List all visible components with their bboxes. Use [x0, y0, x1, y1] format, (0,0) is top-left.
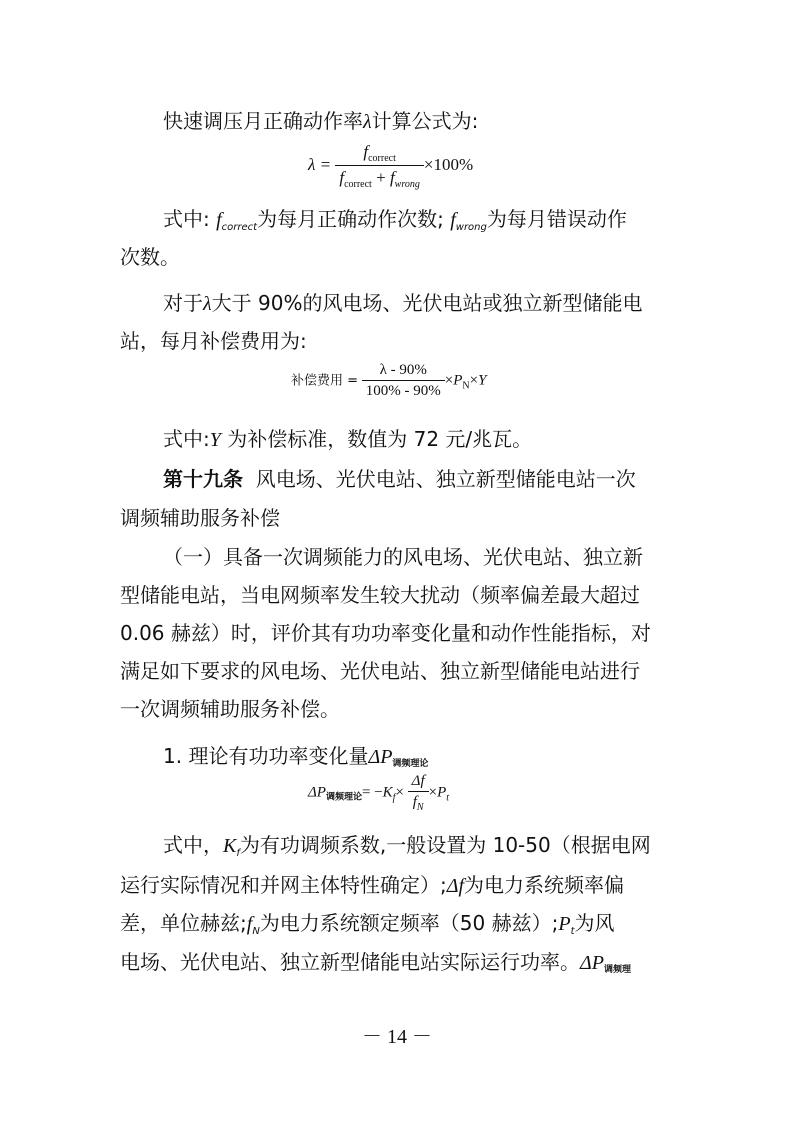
paragraph-line: 满足如下要求的风电场、光伏电站、独立新型储能电站进行 — [120, 659, 640, 683]
item-heading: 1. 理论有功功率变化量$\Delta P_{调频理论}$ — [163, 744, 429, 769]
lambda-fraction: $\frac{f_{correct}}{f_{correct} + f_{wrong}}$ — [335, 142, 424, 190]
paragraph-line: 电场、光伏电站、独立新型储能电站实际运行功率。$\Delta P_{调频理}$ — [120, 950, 631, 975]
formula-definition-line: 式中: $f_{correct}$为每月正确动作次数; $f_{wrong}$为每月错误动作 — [163, 207, 627, 233]
paragraph-line: 式中，$K_f$为有功调频系数,一般设置为 10-50（根据电网 — [163, 833, 651, 859]
article-heading: 第十九条 风电场、光伏电站、独立新型储能电站一次 — [163, 467, 636, 491]
paragraph-line: 差，单位赫兹$;f_N$为电力系统额定频率（50 赫兹）$;P_t$为风 — [120, 911, 615, 937]
formula-intro-line: 快速调压月正确动作率λ计算公式为: — [163, 109, 479, 133]
lambda-formula: λ = $\frac{f_{correct}}{f_{correct} + f_{wrong}}$ ×100% — [308, 142, 474, 190]
paragraph-line: 站，每月补偿费用为: — [120, 329, 307, 353]
paragraph-line: 型储能电站，当电网频率发生较大扰动（频率偏差最大超过 — [120, 583, 640, 607]
paragraph-line: 次数。 — [120, 245, 180, 269]
paragraph-line: 一次调频辅助服务补偿。 — [120, 697, 340, 721]
paragraph-line: 0.06 赫兹）时，评价其有功功率变化量和动作性能指标，对 — [120, 621, 651, 645]
compensation-formula: 补偿费用 = $\frac{\lambda - 90\%}{100\% - 90\%}$ $\times P_N\times Y$ — [291, 362, 487, 399]
paragraph-line: 对于λ大于 90%的风电场、光伏电站或独立新型储能电 — [163, 291, 643, 315]
paragraph-line: 运行实际情况和并网主体特性确定）;Δf为电力系统频率偏 — [120, 873, 625, 897]
paragraph-line: （一）具备一次调频能力的风电场、光伏电站、独立新 — [163, 545, 643, 569]
page-number: － 14 － — [362, 1026, 432, 1048]
frequency-formula: $\Delta P_{调频理论}= -K_f\times$ $\frac{\Delta f}{f_N}$ $\times P_t$ — [308, 773, 450, 813]
paragraph-line: 式中:Y 为补偿标准，数值为 72 元/兆瓦。 — [163, 427, 533, 451]
article-number: 第十九条 — [163, 467, 243, 491]
paragraph-line: 调频辅助服务补偿 — [120, 506, 280, 530]
